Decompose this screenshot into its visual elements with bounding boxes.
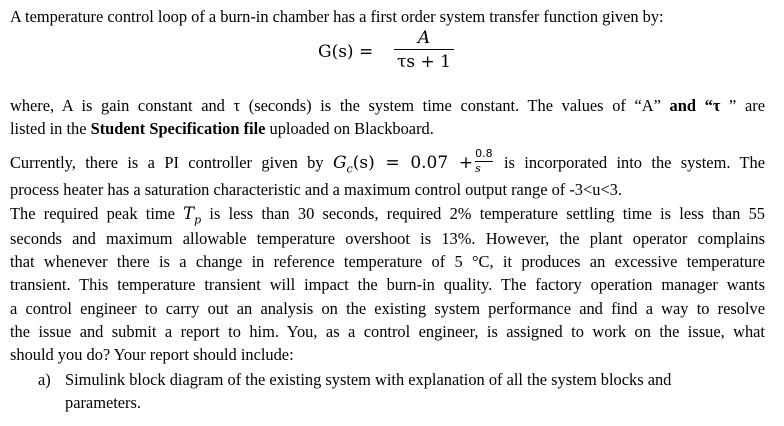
req-text-a: The required peak time <box>10 204 184 223</box>
req-text-3: that whenever there is a change in reference temperature of 5 °C, it produces an excessive temperature <box>10 252 765 271</box>
equation-numerator: A <box>417 28 431 48</box>
requirements-line-4 <box>10 275 765 295</box>
where-line-2 <box>10 119 434 139</box>
intro-line <box>10 7 664 27</box>
controller-formula <box>332 147 495 176</box>
req-text-b: is less than 30 seconds, required 2% temperature settling time is less than 55 <box>201 204 765 223</box>
requirements-line-1 <box>10 204 765 230</box>
controller-text-b: is incorporated into the system. The <box>494 153 765 172</box>
gc-rest: (s) = 0.07 + <box>352 153 474 173</box>
integral-num: 0.8 <box>475 147 493 160</box>
where-text-bold: and “τ <box>660 96 721 115</box>
saturation-text: process heater has a saturation characteristic and a maximum control output range of -3<u<3. <box>10 180 622 199</box>
req-text-2: seconds and maximum allowable temperature overshoot is 13%. However, the plant operator complains <box>10 229 765 248</box>
req-text-6: the issue and submit a report to him. You, as a control engineer, is assigned to work on the issue, what <box>10 322 765 341</box>
where-text-b: ” are <box>720 96 765 115</box>
where-text-a: where, A is gain constant and τ (seconds) is the system time constant. The values of “A” <box>10 96 661 115</box>
spec-file-text: Student Specification file <box>90 119 266 138</box>
equation-denominator: τs + 1 <box>397 52 451 72</box>
tp-symbol: T <box>183 204 195 223</box>
list-item-label: a) <box>38 370 51 389</box>
requirements-line-3 <box>10 252 765 272</box>
intro-text: A temperature control loop of a burn-in chamber has a first order system transfer function given by: <box>10 7 664 26</box>
controller-text-a: Currently, there is a PI controller given by <box>10 153 333 172</box>
controller-line-2 <box>10 180 622 200</box>
fraction-bar <box>394 49 454 50</box>
req-text-4: transient. This temperature transient will impact the burn-in quality. The factory operation manager wants <box>10 275 765 294</box>
list-item-line-2: parameters. <box>65 393 141 412</box>
requirements-line-6 <box>10 322 765 342</box>
integral-den: s <box>475 162 481 175</box>
requirements-line-5 <box>10 299 765 319</box>
equation-fraction <box>394 28 454 72</box>
equation-lhs: G(s) = <box>318 42 374 62</box>
req-text-5: a control engineer to carry out an analysis on the existing system performance and find a way to resolve <box>10 299 765 318</box>
requirements-line-2 <box>10 229 765 249</box>
listed-text: listed in the <box>10 119 91 138</box>
list-item-line-1: Simulink block diagram of the existing system with explanation of all the system blocks and <box>65 370 672 389</box>
gc-sub: c <box>346 162 353 176</box>
gc-func: G <box>332 153 347 173</box>
controller-line-1 <box>10 147 765 179</box>
where-line-1 <box>10 96 765 116</box>
integral-fraction <box>475 148 493 175</box>
blackboard-text: uploaded on Blackboard. <box>265 119 434 138</box>
tp-sub: p <box>194 213 202 227</box>
requirements-line-7 <box>10 345 294 365</box>
req-text-7: should you do? Your report should include: <box>10 345 294 364</box>
